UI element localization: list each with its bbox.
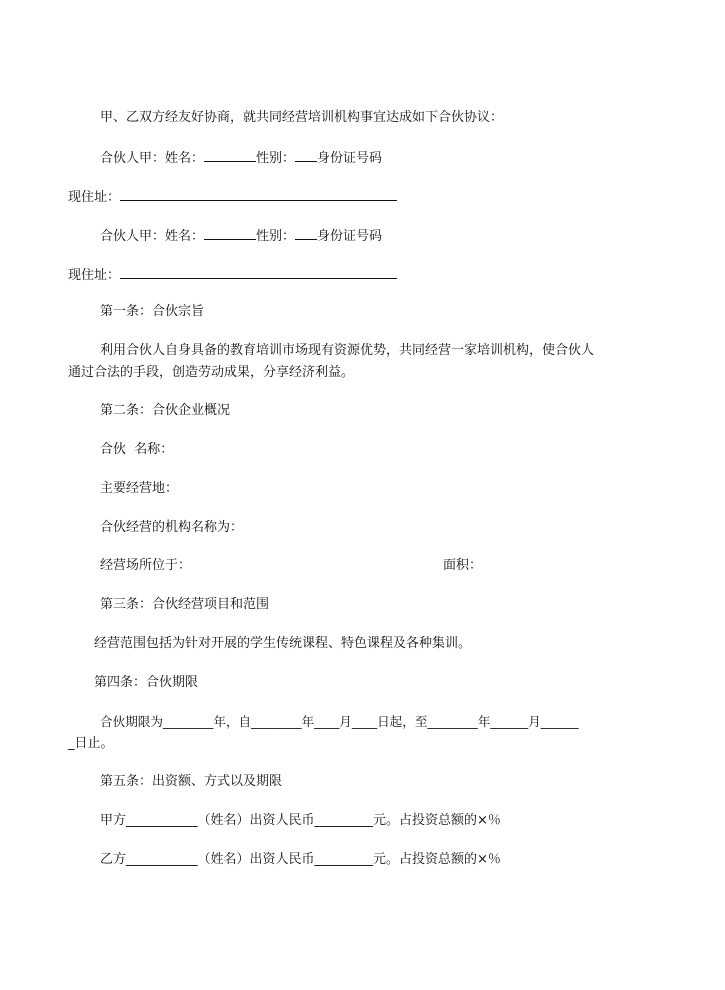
partner-b-address-label: 现住址： <box>68 268 121 283</box>
article1-title: 第一条：合伙宗旨 <box>100 304 205 319</box>
article3-title: 第三条：合伙经营项目和范围 <box>100 597 270 612</box>
article1-body-line2: 通过合法的手段，创造劳动成果，分享经济利益。 <box>68 365 355 380</box>
intro-text: 甲、乙双方经友好协商，就共同经营培训机构事宜达成如下合伙协议： <box>100 110 504 125</box>
partner-b-line <box>100 226 382 246</box>
partner-b-address-blank <box>120 265 397 279</box>
article5-party-b: 乙方___________（姓名）出资人民币_________元。占投资总额的×％ <box>100 852 501 867</box>
partner-b-gender-label: 性别： <box>256 229 296 244</box>
partner-a-label: 合伙人甲： <box>100 151 166 166</box>
partner-a-name-blank <box>204 148 256 162</box>
article2-name-label: 合伙 名称： <box>100 442 174 457</box>
partner-a-gender-blank <box>295 148 317 162</box>
partner-b-gender-blank <box>295 226 317 240</box>
article2-title: 第二条：合伙企业概况 <box>100 403 231 418</box>
article2-premises-label: 经营场所位于： <box>100 558 192 573</box>
article5-party-a: 甲方___________（姓名）出资人民币_________元。占投资总额的×％ <box>100 813 501 828</box>
article1-body-line1: 利用合伙人自身具备的教育培训市场现有资源优势，共同经营一家培训机构，使合伙人 <box>100 343 595 358</box>
partner-a-name-label: 姓名： <box>165 151 205 166</box>
article4-line1: 合伙期限为________年，自________年____月____日起，至________年______月______ <box>100 714 579 729</box>
article2-area-label: 面积： <box>443 558 483 573</box>
article4-line2: _日止。 <box>68 736 114 751</box>
partner-b-id-label: 身份证号码 <box>317 229 383 244</box>
partner-a-gender-label: 性别： <box>256 151 296 166</box>
partner-a-id-label: 身份证号码 <box>317 151 383 166</box>
partner-b-name-blank <box>204 226 256 240</box>
partner-b-name-label: 姓名： <box>165 229 205 244</box>
partner-b-label: 合伙人甲： <box>100 229 166 244</box>
partner-a-address-blank <box>120 187 397 201</box>
article2-org-name-label: 合伙经营的机构名称为： <box>100 520 244 535</box>
partner-b-address-line <box>68 265 397 285</box>
article2-location-label: 主要经营地： <box>100 481 179 496</box>
partner-a-address-label: 现住址： <box>68 190 121 205</box>
partner-a-address-line <box>68 187 397 207</box>
article4-title: 第四条：合伙期限 <box>94 675 199 690</box>
partner-a-line <box>100 148 382 168</box>
article3-body: 经营范围包括为针对开展的学生传统课程、特色课程及各种集训。 <box>94 636 472 651</box>
article5-title: 第五条：出资额、方式以及期限 <box>100 774 283 789</box>
